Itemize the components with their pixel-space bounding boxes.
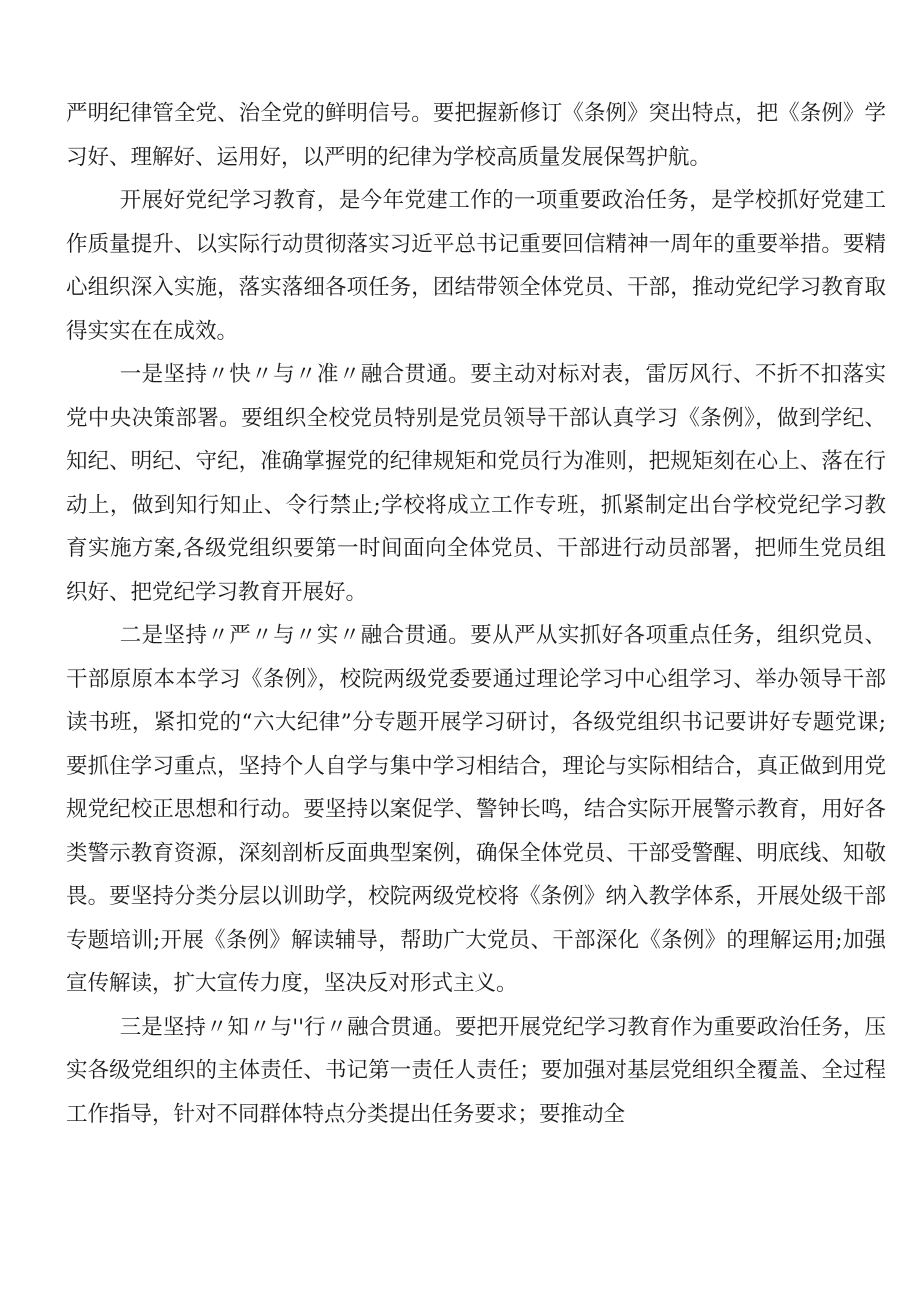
paragraph-point-two: 二是坚持〃严〃与〃实〃融合贯通。要从严从实抓好各项重点任务，组织党员、干部原原本本学习《条例》，校院两级党委要通过理论学习中心组学习、举办领导干部读书班，紧扣党的“六大纪律”分专题开展学习研讨，各级党组织书记要讲好专题党课;要抓住学习重点，坚持个人自学与集中学习相结合，理论与实际相结合，真正做到用党规党纪校正思想和行动。要坚持以案促学、警钟长鸣，结合实际开展警示教育，用好各类警示教育资源，深刻剖析反面典型案例，确保全体党员、干部受警醒、明底线、知敬畏。要坚持分类分层以训助学，校院两级党校将《条例》纳入教学体系，开展处级干部专题培训;开展《条例》解读辅导，帮助广大党员、干部深化《条例》的理解运用;加强宣传解读，扩大宣传力度，坚决反对形式主义。 <box>66 623 886 996</box>
paragraph-overview: 开展好党纪学习教育，是今年党建工作的一项重要政治任务，是学校抓好党建工作质量提升、以实际行动贯彻落实习近平总书记重要回信精神一周年的重要举措。要精心组织深入实施，落实落细各项任务，团结带领全体党员、干部，推动党纪学习教育取得实实在在成效。 <box>66 188 886 344</box>
paragraph-point-one: 一是坚持〃快〃与〃准〃融合贯通。要主动对标对表，雷厉风行、不折不扣落实党中央决策部署。要组织全校党员特别是党员领导干部认真学习《条例》，做到学纪、知纪、明纪、守纪，准确掌握党的纪律规矩和党员行为准则，把规矩刻在心上、落在行动上，做到知行知止、令行禁止;学校将成立工作专班，抓紧制定出台学校党纪学习教育实施方案,各级党组织要第一时间面向全体党员、干部进行动员部署，把师生党员组织好、把党纪学习教育开展好。 <box>66 362 886 605</box>
paragraph-continuation: 严明纪律管全党、治全党的鲜明信号。要把握新修订《条例》突出特点，把《条例》学习好、理解好、运用好，以严明的纪律为学校高质量发展保驾护航。 <box>66 101 886 170</box>
paragraph-point-three: 三是坚持〃知〃与''行〃融合贯通。要把开展党纪学习教育作为重要政治任务，压实各级党组织的主体责任、书记第一责任人责任；要加强对基层党组织全覆盖、全过程工作指导，针对不同群体特点分类提出任务要求；要推动全 <box>66 1014 886 1127</box>
